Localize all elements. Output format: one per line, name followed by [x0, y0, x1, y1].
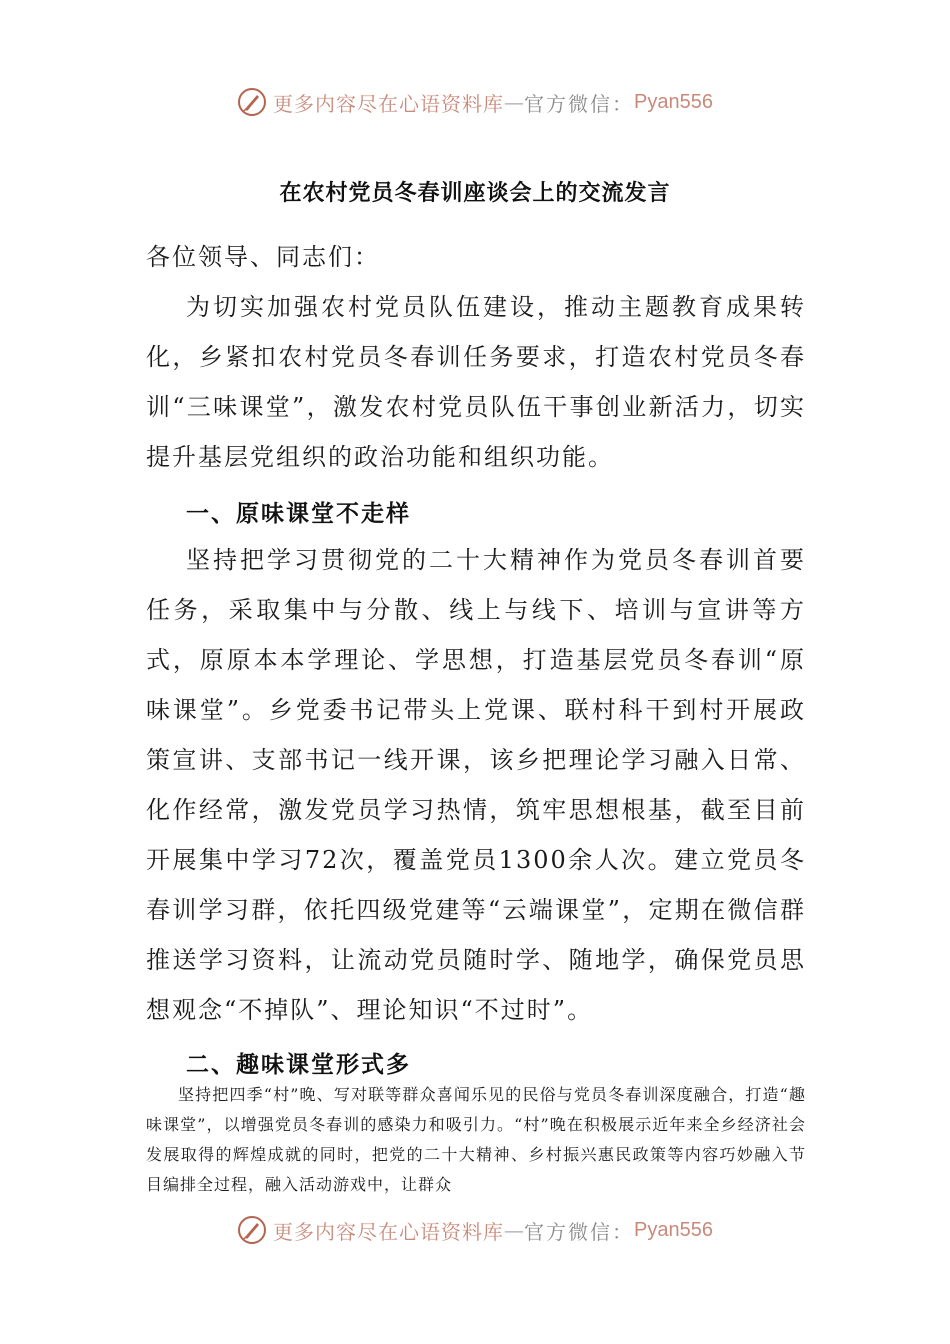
watermark-separator: —	[504, 90, 525, 114]
watermark-separator: —	[504, 1218, 525, 1242]
section-1-heading: 一、原味课堂不走样	[186, 501, 411, 527]
watermark-brand: 更多内容尽在心语资料库	[273, 91, 505, 116]
watermark-id: Pyan556	[634, 90, 713, 113]
greeting: 各位领导、同志们：	[146, 243, 380, 271]
section-1-paragraph: 坚持把学习贯彻党的二十大精神作为党员冬春训首要任务，采取集中与分散、线上与线下、培训与宣讲等方式，原原本本学理论、学思想，打造基层党员冬春训“原味课堂”。乡党委书记带头上党课、联村科干到村开展政策宣讲、支部书记一线开课，该乡把理论学习融入日常、化作经常，激发党员学习热情，筑牢思想根基，截至目前开展集中学习72次，覆盖党员1300余人次。建立党员冬春训学习群，依托四级党建等“云端课堂”，定期在微信群推送学习资料，让流动党员随时学、随地学，确保党员思想观念“不掉队”、理论知识“不过时”。	[146, 546, 806, 1024]
watermark-label: 官方微信：	[524, 91, 635, 116]
watermark-footer	[0, 1210, 950, 1250]
quill-logo-icon	[237, 1215, 267, 1245]
watermark-header	[0, 82, 950, 122]
section-2-paragraph: 坚持把四季“村”晚、写对联等群众喜闻乐见的民俗与党员冬春训深度融合，打造“趣味课堂”，以增强党员冬春训的感染力和吸引力。“村”晚在积极展示近年来全乡经济社会发展取得的辉煌成就的同时，把党的二十大精神、乡村振兴惠民政策等内容巧妙融入节目编排全过程，融入活动游戏中，让群众	[146, 1085, 806, 1194]
document-title: 在农村党员冬春训座谈会上的交流发言	[279, 181, 671, 206]
intro-paragraph: 为切实加强农村党员队伍建设，推动主题教育成果转化，乡紧扣农村党员冬春训任务要求，打造农村党员冬春训“三味课堂”，激发农村党员队伍干事创业新活力，切实提升基层党组织的政治功能和组织功能。	[146, 293, 806, 471]
watermark-label: 官方微信：	[524, 1219, 635, 1244]
quill-logo-icon	[237, 87, 267, 117]
watermark-brand: 更多内容尽在心语资料库	[273, 1219, 505, 1244]
section-2-heading: 二、趣味课堂形式多	[186, 1052, 411, 1078]
watermark-id: Pyan556	[634, 1218, 713, 1241]
